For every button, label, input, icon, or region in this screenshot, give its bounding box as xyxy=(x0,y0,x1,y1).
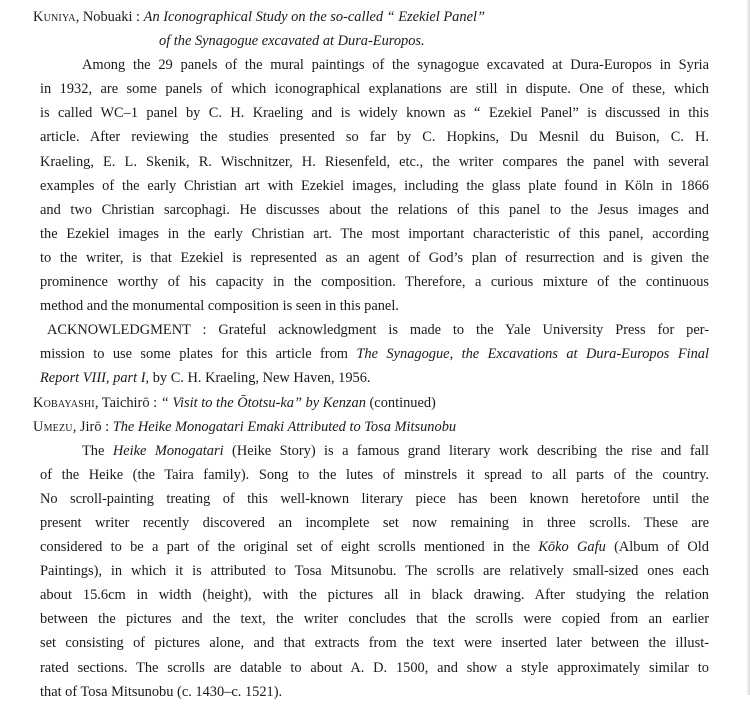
abstract-line: examples of the early Christian art with Ezekiel images, including the glass plate found in Köln in 1866 xyxy=(40,177,709,194)
abstract-line: in 1932, are some panels of which iconographical explanations are still in dispute. One of these, which xyxy=(40,81,709,98)
acknowledgment-line xyxy=(40,366,709,390)
author-family-name: Kobayashi xyxy=(33,394,95,411)
entry-umezu-heading xyxy=(33,415,709,439)
abstract-line: between the pictures and the text, the writer concludes that the scrolls were copied from an earlier xyxy=(40,611,709,628)
abstract-line: rated sections. The scrolls are datable to about A. D. 1500, and show a style approximately similar to xyxy=(40,659,709,676)
abstract-text: (Heike Story) is a famous grand literary work describing the rise and fall xyxy=(223,442,709,459)
abstract-line: set consisting of pictures alone, and that extracts from the text were inserted later between the illust- xyxy=(40,635,709,652)
abstract-line: to the writer, is that Ezekiel is represented as an agent of God’s plan of resurrection and is given the xyxy=(40,249,709,266)
author-given-name: , Nobuaki : xyxy=(75,9,144,25)
abstract-line: is called WC–1 panel by C. H. Kraeling and is widely known as “ Ezekiel Panel” is discussed in this xyxy=(40,105,709,122)
abstract-line: about 15.6cm in width (height), with the pictures all in black drawing. After studying the relation xyxy=(40,587,709,604)
author-family-name: Kuniya xyxy=(33,9,76,25)
document-page xyxy=(33,5,709,704)
abstract-text: The xyxy=(82,442,113,459)
author-given-name: , Jirō : xyxy=(72,418,113,435)
article-title: The Heike Monogatari Emaki Attributed to Tosa Mitsunobu xyxy=(112,418,457,435)
abstract-line xyxy=(40,535,709,559)
abstract-line: Kraeling, E. L. Skenik, R. Wischnitzer, H. Riesenfeld, etc., the writer compares the panel with several xyxy=(40,153,709,170)
page-edge-shadow xyxy=(746,0,750,695)
abstract-line: the Ezekiel images in the early Christian art. The most important characteristic of this panel, according xyxy=(40,225,709,242)
abstract-line xyxy=(40,439,709,463)
abstract-line: Paintings), in which it is attributed to Tosa Mitsunobu. The scrolls are relatively small-sized ones each xyxy=(40,563,709,580)
author-family-name: Umezu xyxy=(33,418,73,435)
abstract-text: (Album of Old xyxy=(605,539,709,556)
acknowledgment-text: by C. H. Kraeling, New Haven, 1956. xyxy=(149,370,371,387)
acknowledgment-line xyxy=(40,342,709,366)
abstract-italic-title: Heike Monogatari xyxy=(112,442,224,459)
acknowledgment-text: mission to use some plates for this article from xyxy=(40,346,357,363)
abstract-line: and two Christian sarcophagi. He discusses about the relations of this panel to the Jesus images and xyxy=(40,201,709,218)
acknowledgment-source-title: The Synagogue, the Excavations at Dura-Europos Final xyxy=(356,346,709,363)
abstract-line: No scroll-painting treating of this well-known literary piece has been known heretofore until the xyxy=(40,490,709,507)
acknowledgment-line: ACKNOWLEDGMENT : Grateful acknowledgment is made to the Yale University Press for per- xyxy=(47,322,709,339)
abstract-line: that of Tosa Mitsunobu (c. 1430–c. 1521). xyxy=(40,683,283,700)
abstract-line: article. After reviewing the studies presented so far by C. Hopkins, Du Mesnil du Buison, C. H. xyxy=(40,129,709,146)
entry-kobayashi-heading xyxy=(33,391,709,415)
abstract-line: of the Heike (the Taira family). Song to the lutes of minstrels it spread to all parts of the country. xyxy=(40,466,709,483)
article-title: “ Visit to the Ōtotsu-ka” by Kenzan xyxy=(160,394,366,411)
abstract-text: considered to be a part of the original set of eight scrolls mentioned in the xyxy=(40,539,539,556)
abstract-line: prominence worthy of his capacity in the composition. Therefore, a curious mixture of the continuous xyxy=(40,274,709,291)
article-title-note: (continued) xyxy=(365,394,436,411)
abstract-italic-title: Kōko Gafu xyxy=(538,539,606,556)
article-title-continued: of the Synagogue excavated at Dura-Europos. xyxy=(159,33,425,50)
article-title: An Iconographical Study on the so-called “ Ezekiel Panel” xyxy=(143,9,485,25)
abstract-line: method and the monumental composition is seen in this panel. xyxy=(40,298,399,315)
entry-kuniya-heading xyxy=(33,5,709,29)
entry-umezu-abstract xyxy=(33,439,709,704)
acknowledgment-source-title: Report VIII, part I, xyxy=(40,370,150,387)
abstract-line: Among the 29 panels of the mural paintings of the synagogue excavated at Dura-Europos in Syria xyxy=(82,57,709,74)
author-given-name: , Taichirō : xyxy=(94,394,161,411)
entry-kuniya-abstract xyxy=(33,53,709,390)
abstract-line: present writer recently discovered an incomplete set now remaining in three scrolls. These are xyxy=(40,514,709,531)
